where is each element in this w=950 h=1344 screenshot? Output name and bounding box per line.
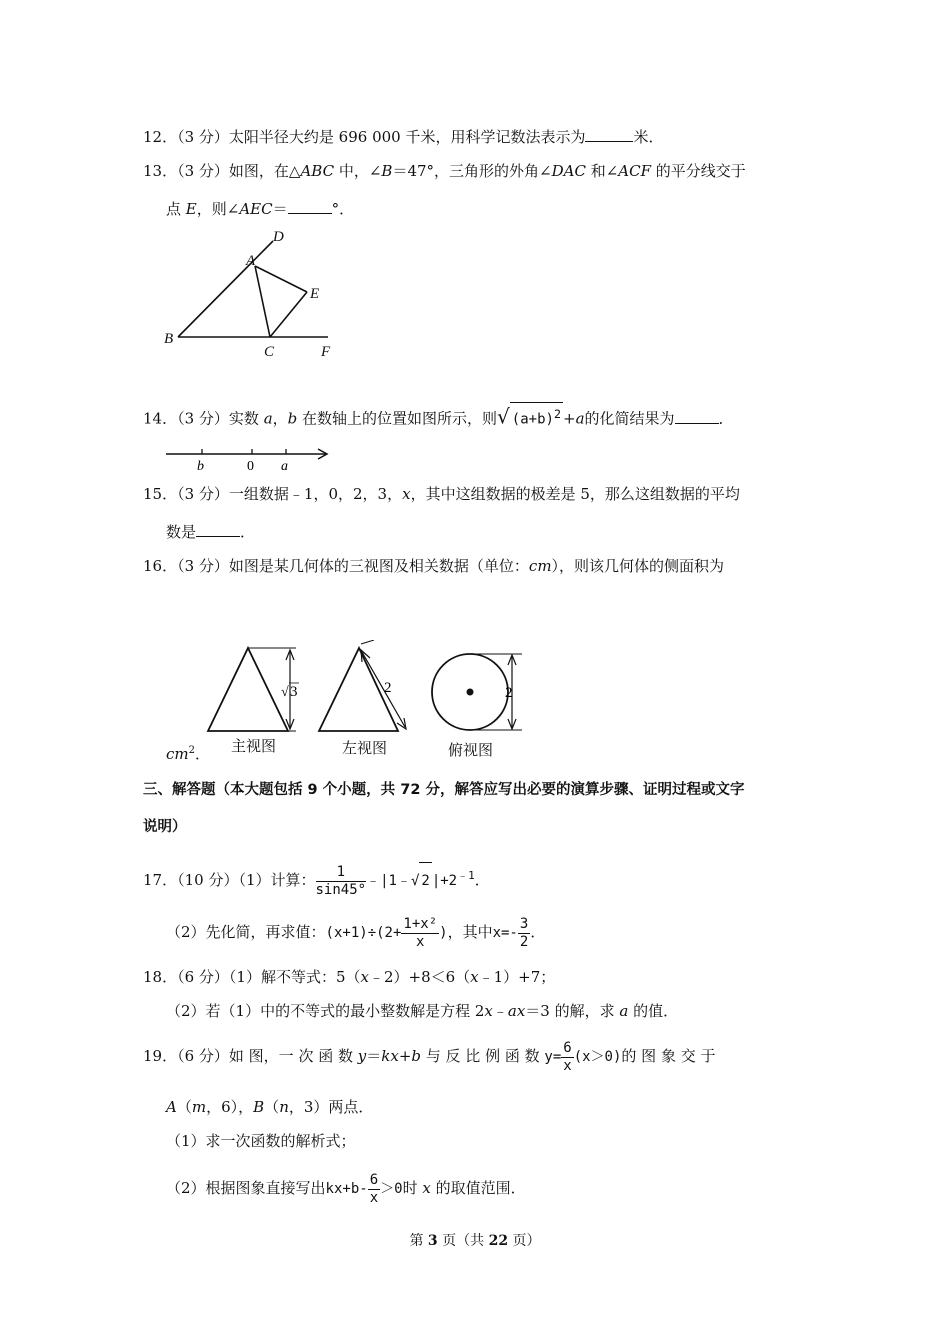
section-heading-line2: 说明） xyxy=(143,819,187,835)
label-c: C xyxy=(264,344,275,360)
top-dimension: 2 xyxy=(505,685,513,701)
q16-unit: $cm^2$． xyxy=(166,745,211,763)
svg-text:√: √ xyxy=(281,685,289,700)
label-d: D xyxy=(273,229,284,245)
number-line xyxy=(160,440,335,475)
answer-blank xyxy=(585,127,633,142)
page-footer: 第 3 页（共 22 页） xyxy=(409,1233,541,1249)
answer-blank xyxy=(675,409,719,424)
label-e: E xyxy=(310,286,320,302)
page-number: 3 xyxy=(427,1233,438,1249)
top-view-label: 俯视图 xyxy=(448,741,494,759)
front-dimension: 3 xyxy=(290,684,298,700)
answer-blank xyxy=(196,522,240,537)
q15: 15．（3 分）一组数据﹣1，0，2，3，x，其中这组数据的极差是 5，那么这组数据的平均 xyxy=(143,485,740,503)
q17-part2: （2）先化简，再求值：(x+1)÷(2+ $\frac{\text{1+x²}}{x}$ )，其中x=- $\frac{3}{2}$ ． xyxy=(166,915,546,950)
axis-label-zero: 0 xyxy=(247,459,254,474)
three-views-figure xyxy=(200,640,540,740)
answer-blank xyxy=(288,199,332,214)
left-dimension: 2 xyxy=(384,680,392,696)
q13-line2: 点 E，则∠AEC＝ °． xyxy=(166,200,355,218)
fraction: $\frac{1}{\sin 45^\circ}$ xyxy=(315,863,367,898)
q19-part2: （2）根据图象直接写出kx+b- $\frac{6}{x}$ ＞0时 x 的取值范围． xyxy=(166,1171,526,1206)
q18-part1: 18．（6 分）（1）解不等式：5（x﹣2）+8＜6（x﹣1）+7； xyxy=(143,968,556,986)
q19-line2: A（m，6），B（n，3）两点． xyxy=(166,1098,374,1116)
q19: 19．（6 分）如 图，一 次 函 数 y＝kx+b 与 反 比 例 函 数 y= $\frac{6}{x}$ (x＞0)的 图 象 交 于 xyxy=(143,1039,716,1074)
label-f: F xyxy=(321,344,331,360)
axis-label-a: a xyxy=(281,459,288,474)
fraction: $\frac{3}{2}$ xyxy=(519,915,529,950)
label-b: B xyxy=(164,331,174,347)
fraction: $\frac{6}{x}$ xyxy=(563,1039,572,1074)
page-total: 22 xyxy=(488,1233,509,1249)
axis-label-b: b xyxy=(197,459,204,474)
q18-part2: （2）若（1）中的不等式的最小整数解是方程 2x﹣ax＝3 的解，求 a 的值． xyxy=(166,1002,679,1020)
fraction: $\frac{6}{x}$ xyxy=(369,1171,379,1206)
section-heading: 三、解答题（本大题包括 9 个小题，共 72 分，解答应写出必要的演算步骤、证明过程或文字 xyxy=(143,782,745,798)
q17-part1: 17．（10 分）（1）计算： $\frac{1}{\sin 45^\circ}$ ﹣|1﹣√ 2 $|+2^{﹣1}$． xyxy=(143,863,490,898)
q13: 13．（3 分）如图，在△ABC 中，∠B＝47°，三角形的外角∠DAC 和∠ACF 的平分线交于 xyxy=(143,162,746,180)
front-view-label: 主视图 xyxy=(231,737,277,755)
left-view-label: 左视图 xyxy=(342,739,388,757)
radical: $(a+b)^2$ xyxy=(510,402,563,431)
fraction: $\frac{\text{1+x²}}{x}$ xyxy=(403,915,438,950)
q16: 16．（3 分）如图是某几何体的三视图及相关数据（单位：cm），则该几何体的侧面积为 xyxy=(143,557,725,575)
q15-line2: 数是 ． xyxy=(166,523,256,541)
q19-part1: （1）求一次函数的解析式； xyxy=(166,1132,356,1150)
q14: 14．（3 分）实数 a，b 在数轴上的位置如图所示，则√ $(a+b)^2 +a$的化简结果为 ． xyxy=(143,402,734,431)
q12: 12．（3 分）太阳半径大约是 696 000 千米，用科学记数法表示为 米． xyxy=(143,128,664,146)
triangle-figure xyxy=(160,225,340,365)
label-a: A xyxy=(246,253,256,269)
